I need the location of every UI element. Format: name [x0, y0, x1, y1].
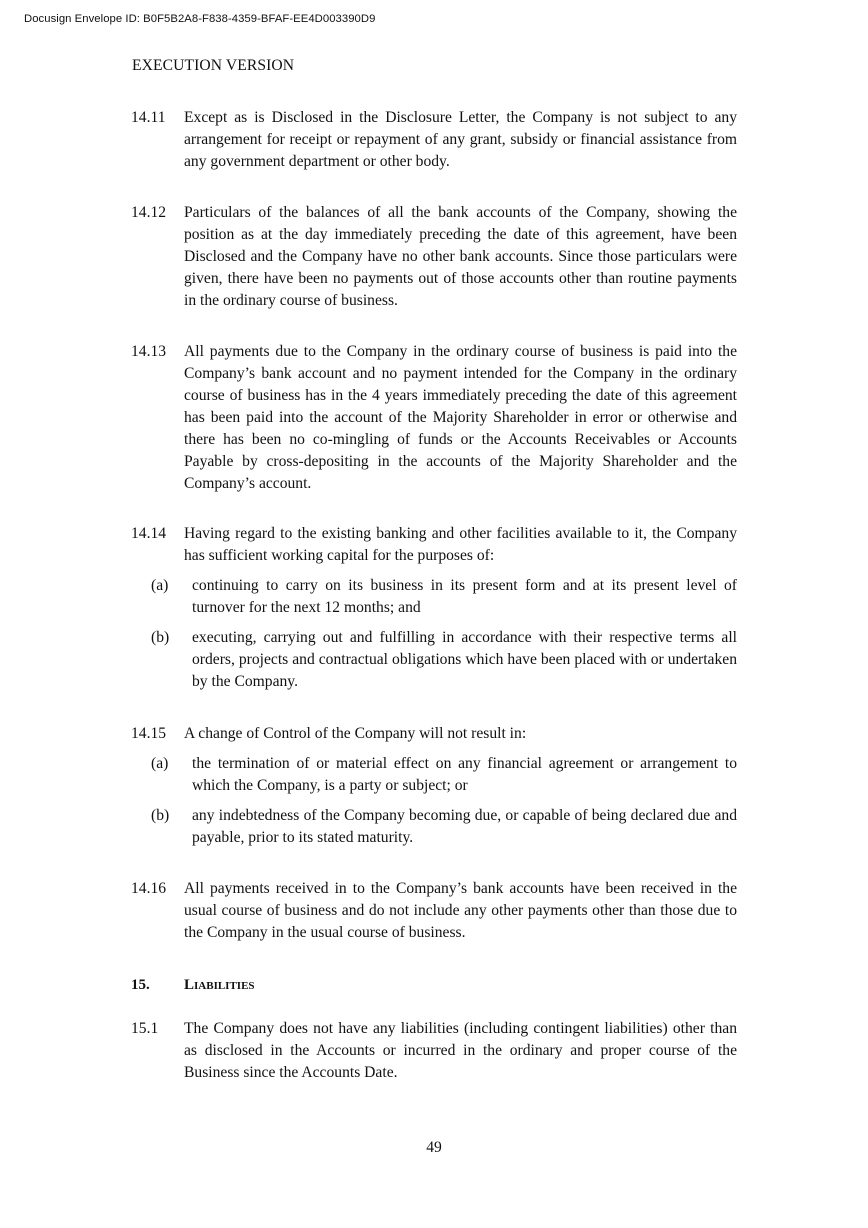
section-title: Liabilities	[184, 977, 255, 993]
subclause-label: (b)	[151, 629, 170, 646]
clause-text: The Company does not have any liabilities (including contingent liabilities) other than as disclosed in the Accounts or incurred in the ordinary and proper course of the Business since the Accounts Date.	[184, 1020, 737, 1081]
subclause-label: (a)	[151, 755, 169, 772]
clause-14-15	[131, 723, 737, 849]
clause-14-12	[131, 202, 737, 312]
clause-number: 14.13	[131, 343, 167, 360]
subclause-text: continuing to carry on its business in its present form and at its present level of turnover for the next 12 months; and	[192, 577, 737, 616]
execution-version-label: EXECUTION VERSION	[132, 57, 295, 74]
clause-text: All payments received in to the Company’s bank accounts have been received in the usual course of business and do not include any other payments other than those due to the Company in the usual course of business.	[184, 880, 737, 941]
clause-text: Having regard to the existing banking and other facilities available to it, the Company has sufficient working capital for the purposes of:	[184, 525, 737, 564]
subclause-text: any indebtedness of the Company becoming due, or capable of being declared due and payable, prior to its stated maturity.	[192, 807, 737, 846]
clause-number: 14.16	[131, 880, 167, 897]
subclause-a	[131, 575, 737, 619]
subclause-label: (a)	[151, 577, 169, 594]
clause-text: Except as is Disclosed in the Disclosure Letter, the Company is not subject to any arrangement for receipt or repayment of any grant, subsidy or financial assistance from any government department or other body.	[184, 109, 737, 170]
clause-15-1	[131, 1018, 737, 1084]
subclause-text: the termination of or material effect on any financial agreement or arrangement to which the Company, is a party or subject; or	[192, 755, 737, 794]
clause-14-14	[131, 523, 737, 693]
clause-text: A change of Control of the Company will not result in:	[184, 725, 527, 742]
clause-14-16	[131, 878, 737, 944]
clause-number: 14.11	[131, 109, 166, 126]
clause-14-13	[131, 341, 737, 495]
section-number: 15.	[131, 977, 150, 993]
docusign-envelope-id: Docusign Envelope ID: B0F5B2A8-F838-4359-BFAF-EE4D003390D9	[24, 13, 376, 25]
page-number: 49	[426, 1139, 442, 1156]
clause-number: 14.15	[131, 725, 167, 742]
clause-number: 15.1	[131, 1020, 159, 1037]
subclause-b	[131, 627, 737, 693]
subclause-label: (b)	[151, 807, 170, 824]
subclause-a	[131, 753, 737, 797]
clause-14-11	[131, 107, 737, 173]
clause-text: All payments due to the Company in the ordinary course of business is paid into the Company’s bank account and no payment intended for the Company in the ordinary course of business has in the 4 years immediately preceding the date of this agreement has been paid into the account of the Majority Shareholder in error or otherwise and there has been no co-mingling of funds or the Accounts Receivables or Accounts Payable by cross-depositing in the accounts of the Majority Shareholder and the Company’s account.	[184, 343, 737, 492]
subclause-text: executing, carrying out and fulfilling in accordance with their respective terms all orders, projects and contractual obligations which have been placed with or undertaken by the Company.	[192, 629, 737, 690]
clause-number: 14.14	[131, 525, 167, 542]
subclause-b	[131, 805, 737, 849]
clause-text: Particulars of the balances of all the bank accounts of the Company, showing the position as at the day immediately preceding the date of this agreement, have been Disclosed and the Company have no other bank accounts. Since those particulars were given, there have been no payments out of those accounts other than routine payments in the ordinary course of business.	[184, 204, 737, 309]
clause-number: 14.12	[131, 204, 167, 221]
